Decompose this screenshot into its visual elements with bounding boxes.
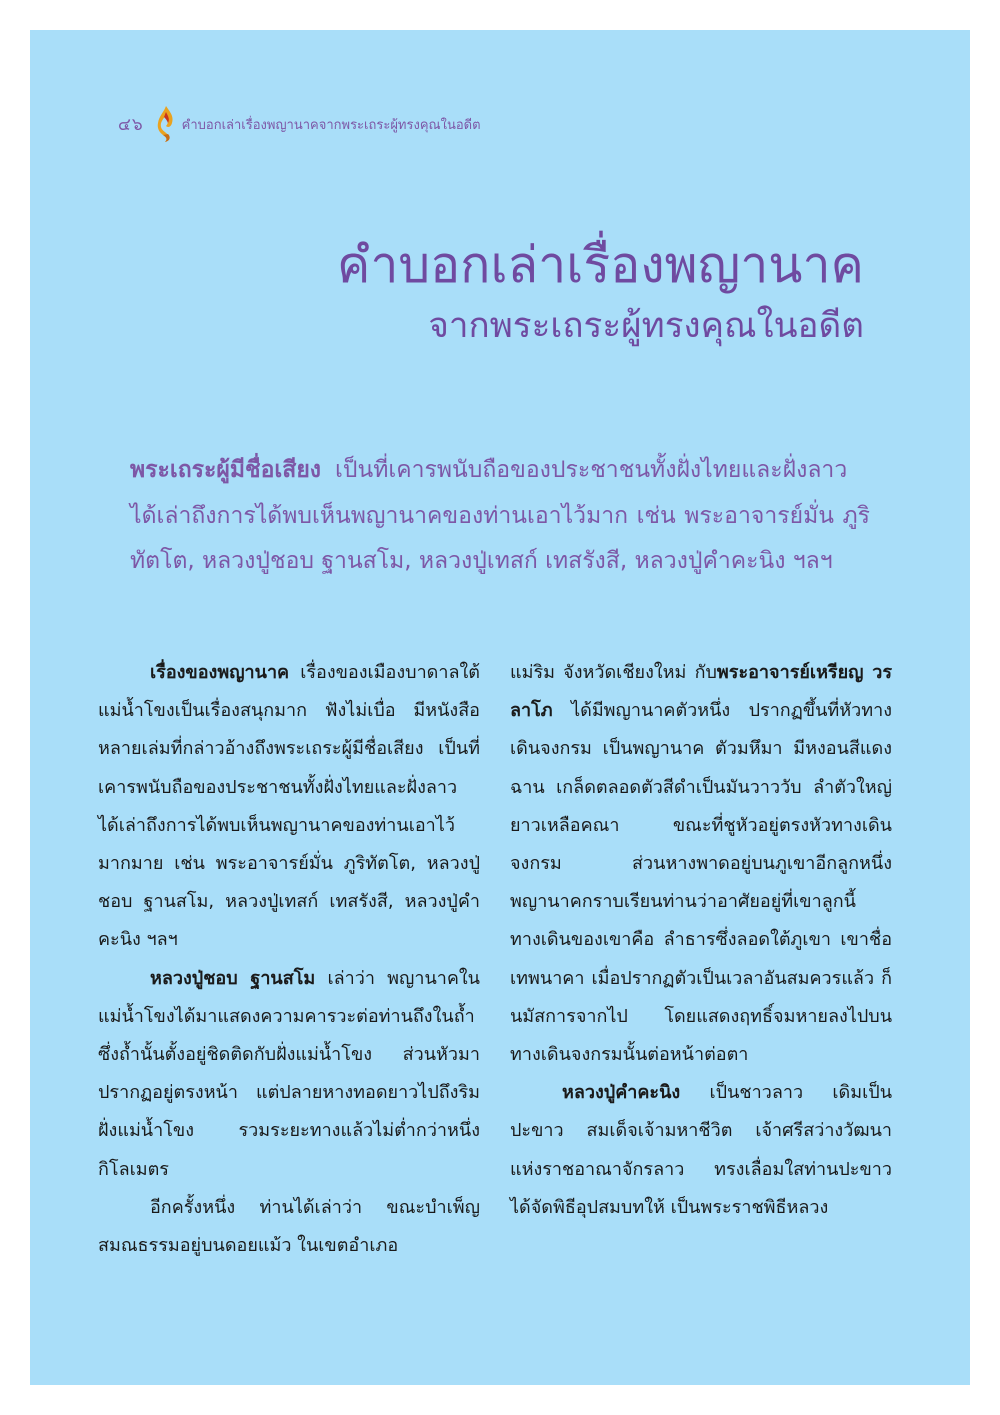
- text-mae-rim: ได้มีพญานาคตัวหนึ่ง ปรากฏขึ้นที่หัวทางเดินจงกรม เป็นพญานาค ตัวมหึมา มีหงอนสีแดงฉาน เกล็ดตลอดตัวสีดำเป็นมันวาววับ ลำตัวใหญ่ยาวเหลือคณา ขณะที่ชูหัวอยู่ตรงหัวทางเดินจงกรม ส่วนหางพาดอยู่บนภูเขาอีกลูกหนึ่ง พญานาคกราบเรียนท่านว่าอาศัยอยู่ที่เขาลูกนี้ ทางเดินของเขาคือ ลำธารซึ่งลอดใต้ภูเขา เขาชื่อเทพนาคา เมื่อปรากฏตัวเป็นเวลาอันสมควรแล้ว ก็นมัสการจากไป โดยแสดงฤทธิ์จมหายลงไปบนทางเดินจงกรมนั้นต่อหน้าต่อตา: [510, 700, 892, 1066]
- column-left: [98, 654, 480, 1265]
- intro-paragraph: [130, 448, 870, 585]
- lead-luang-pu-chob: หลวงปู่ชอบ ฐานสโม: [150, 967, 316, 989]
- intro-text: เป็นที่เคารพนับถือของประชาชนทั้งฝั่งไทยและฝั่งลาว ได้เล่าถึงการได้พบเห็นพญานาคของท่านเอาไว้มาก เช่น พระอาจารย์มั่น ภูริทัตโต, หลวงปู่ชอบ ฐานสโม, หลวงปู่เทสก์ เทสรังสี, หลวงปู่คำคะนิง ฯลฯ: [130, 457, 870, 574]
- text-luang-pu-chob: เล่าว่า พญานาคในแม่น้ำโขงได้มาแสดงความคารวะต่อท่านถึงในถ้ำ ซึ่งถ้ำนั้นตั้งอยู่ชิดติดกับฝั่งแม่น้ำโขง ส่วนหัวมาปรากฏอยู่ตรงหน้า แต่ปลายหางทอดยาวไปถึงริมฝั่งแม่น้ำโขง รวมระยะทางแล้วไม่ต่ำกว่าหนึ่งกิโลเมตร: [98, 967, 480, 1180]
- title-sub: จากพระเถระผู้ทรงคุณในอดีต: [428, 306, 864, 346]
- intro-lead: พระเถระผู้มีชื่อเสียง: [130, 457, 322, 483]
- text-luang-pu-kham-khaning: เป็นชาวลาว เดิมเป็นปะขาว สมเด็จเจ้ามหาชีวิต เจ้าศรีสว่างวัฒนา แห่งราชอาณาจักรลาว ทรงเลื่อมใสท่านปะขาว ได้จัดพิธีอุปสมบทให้ เป็นพระราชพิธีหลวง: [510, 1082, 892, 1218]
- running-header: [118, 104, 481, 144]
- paragraph-mae-rim: [510, 654, 892, 1074]
- paragraph-luang-pu-kham-khaning: [510, 1074, 892, 1227]
- paragraph-luang-pu-chob: [98, 960, 480, 1189]
- lead-naga-story: เรื่องของพญานาค: [150, 662, 290, 683]
- naga-flame-icon: [154, 104, 178, 144]
- title-main: คำบอกเล่าเรื่องพญานาค: [336, 236, 864, 294]
- paragraph-another-time: [98, 1189, 480, 1265]
- text-another-time: อีกครั้งหนึ่ง ท่านได้เล่าว่า ขณะบำเพ็ญสมณธรรมอยู่บนดอยแม้ว ในเขตอำเภอ: [98, 1196, 480, 1257]
- article-title: [337, 232, 864, 354]
- text-naga-story: เรื่องของเมืองบาดาลใต้แม่น้ำโขงเป็นเรื่องสนุกมาก ฟังไม่เบื่อ มีหนังสือหลายเล่มที่กล่าวอ้างถึงพระเถระผู้มีชื่อเสียง เป็นที่เคารพนับถือของประชาชนทั้งฝั่งไทยและฝั่งลาว ได้เล่าถึงการได้พบเห็นพญานาคของท่านเอาไว้มากมาย เช่น พระอาจารย์มั่น ภูริทัตโต, หลวงปู่ชอบ ฐานสโม, หลวงปู่เทสก์ เทสรังสี, หลวงปู่คำคะนิง ฯลฯ: [98, 662, 480, 951]
- text-mae-rim-pre: แม่ริม จังหวัดเชียงใหม่ กับ: [510, 662, 717, 683]
- lead-phra-ajarn-rian: พระอาจารย์เหรียญ วรลาโภ: [510, 662, 892, 722]
- column-right: [510, 654, 892, 1227]
- page-number: ๔๖: [118, 114, 144, 135]
- running-title: คำบอกเล่าเรื่องพญานาคจากพระเถระผู้ทรงคุณในอดีต: [181, 117, 481, 133]
- paragraph-naga-story: [98, 654, 480, 960]
- lead-luang-pu-kham-khaning: หลวงปู่คำคะนิง: [562, 1082, 681, 1104]
